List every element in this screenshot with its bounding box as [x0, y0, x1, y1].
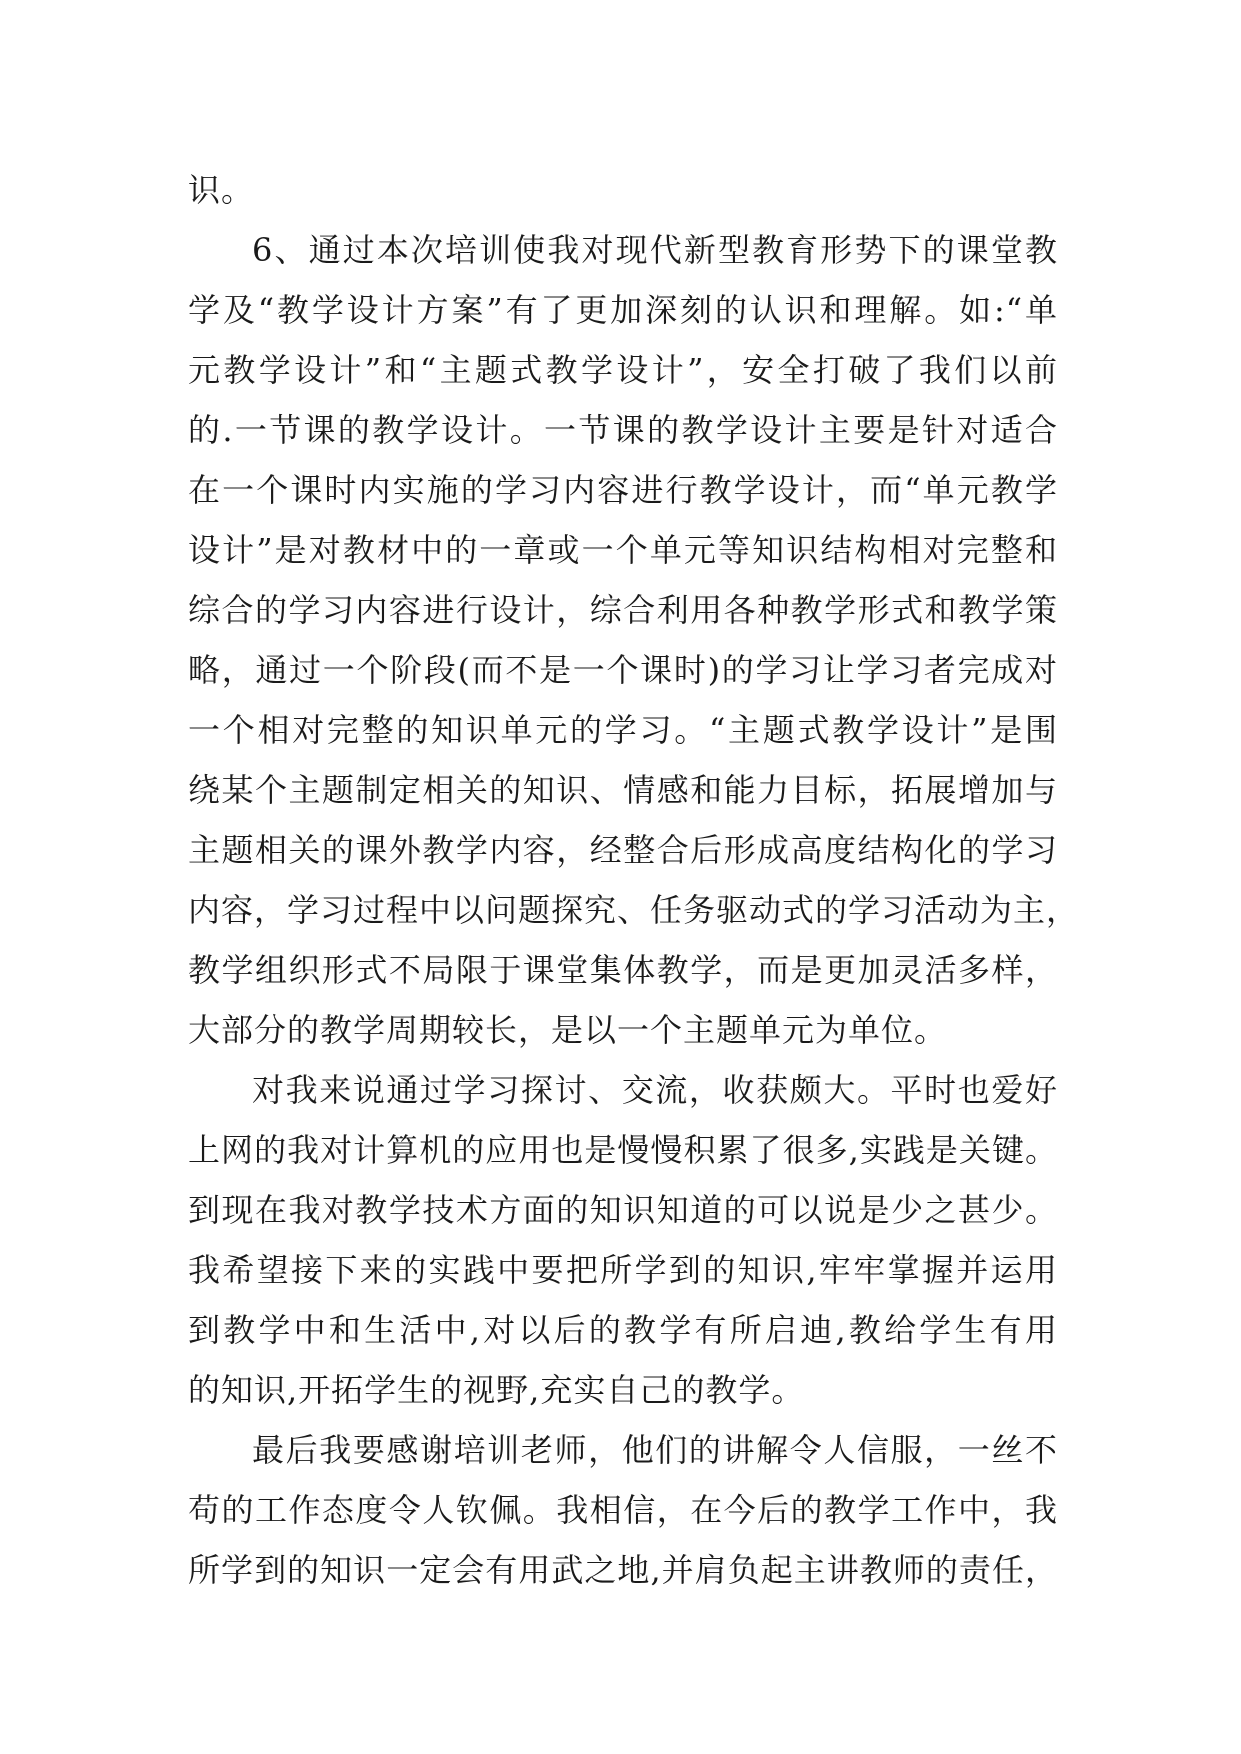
text-line: 到教学中和生活中,对以后的教学有所启迪,教给学生有用	[188, 1311, 1058, 1349]
text-line: 的.一节课的教学设计。一节课的教学设计主要是针对适合	[188, 411, 1058, 449]
text-line: 教学组织形式不局限于课堂集体教学，而是更加灵活多样，	[188, 951, 1058, 989]
text-line: 所学到的知识一定会有用武之地,并肩负起主讲教师的责任，	[188, 1551, 1058, 1589]
text-line: 绕某个主题制定相关的知识、情感和能力目标，拓展增加与	[188, 771, 1058, 809]
text-line: 在一个课时内实施的学习内容进行教学设计，而“单元教学	[188, 471, 1058, 509]
paragraph-first-line: 最后我要感谢培训老师，他们的讲解令人信服，一丝不	[252, 1431, 1058, 1469]
text-line: 大部分的教学周期较长，是以一个主题单元为单位。	[188, 1011, 948, 1049]
text-line: 一个相对完整的知识单元的学习。“主题式教学设计”是围	[188, 711, 1058, 749]
text-line: 学及“教学设计方案”有了更加深刻的认识和理解。如:“单	[188, 291, 1058, 329]
text-line: 主题相关的课外教学内容，经整合后形成高度结构化的学习	[188, 831, 1058, 869]
text-line: 内容，学习过程中以问题探究、任务驱动式的学习活动为主，	[188, 891, 1080, 929]
text-line: 的知识,开拓学生的视野,充实自己的教学。	[188, 1371, 805, 1409]
text-line: 设计”是对教材中的一章或一个单元等知识结构相对完整和	[188, 531, 1058, 569]
text-line: 元教学设计”和“主题式教学设计”，安全打破了我们以前	[188, 351, 1058, 389]
paragraph-first-line: 对我来说通过学习探讨、交流，收获颇大。平时也爱好	[252, 1071, 1058, 1109]
paragraph-first-line: 6、通过本次培训使我对现代新型教育形势下的课堂教	[252, 231, 1058, 269]
body-text	[188, 160, 1080, 1600]
text-line: 苟的工作态度令人钦佩。我相信，在今后的教学工作中，我	[188, 1491, 1058, 1529]
text-line: 上网的我对计算机的应用也是慢慢积累了很多,实践是关键。	[188, 1131, 1058, 1169]
text-line: 到现在我对教学技术方面的知识知道的可以说是少之甚少。	[188, 1191, 1058, 1229]
text-line: 综合的学习内容进行设计，综合利用各种教学形式和教学策	[188, 591, 1058, 629]
text-line: 我希望接下来的实践中要把所学到的知识,牢牢掌握并运用	[188, 1251, 1058, 1289]
text-line: 识。	[188, 171, 255, 209]
text-line: 略，通过一个阶段(而不是一个课时)的学习让学习者完成对	[188, 651, 1058, 689]
